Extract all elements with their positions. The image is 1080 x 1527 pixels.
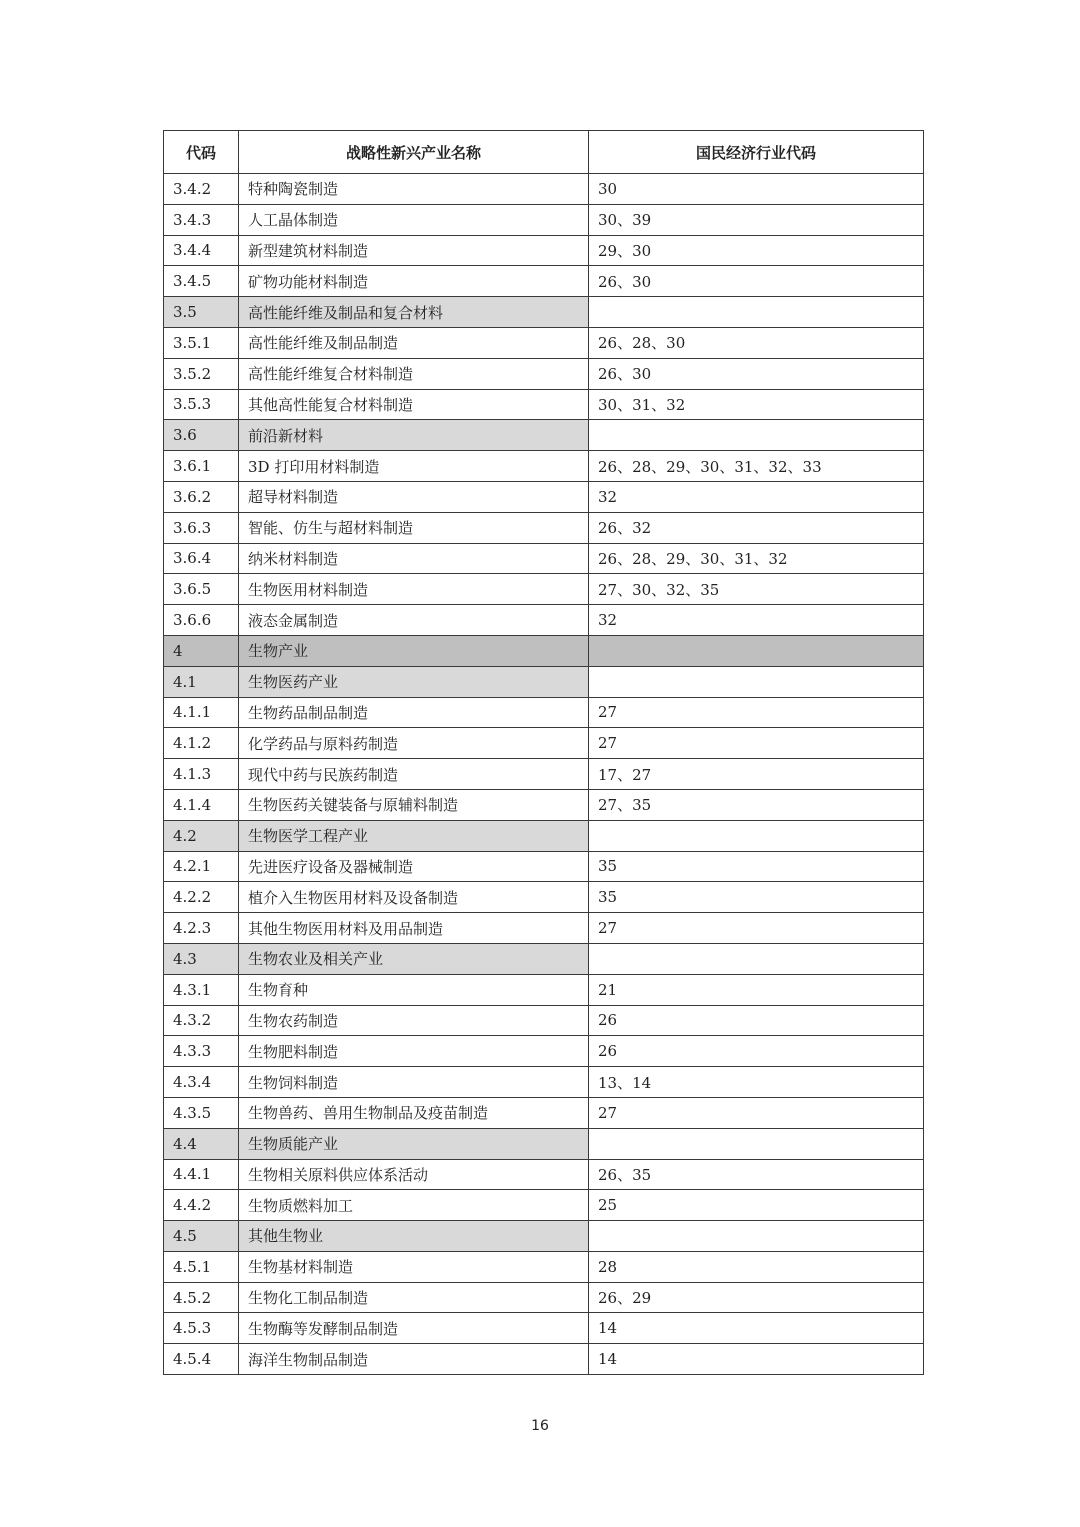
table-row xyxy=(164,235,924,266)
cell-national-economy-code: 25 xyxy=(589,1190,924,1221)
cell-industry-name: 现代中药与民族药制造 xyxy=(239,759,589,790)
cell-industry-name: 超导材料制造 xyxy=(239,481,589,512)
table-row xyxy=(164,1190,924,1221)
cell-national-economy-code: 26、30 xyxy=(589,358,924,389)
cell-code: 4.3.4 xyxy=(164,1067,239,1098)
cell-code: 4.3 xyxy=(164,943,239,974)
table-row xyxy=(164,481,924,512)
table-row xyxy=(164,327,924,358)
cell-national-economy-code xyxy=(589,1128,924,1159)
cell-code: 3.5.2 xyxy=(164,358,239,389)
cell-industry-name: 新型建筑材料制造 xyxy=(239,235,589,266)
cell-code: 4.3.2 xyxy=(164,1005,239,1036)
cell-code: 3.5.3 xyxy=(164,389,239,420)
cell-industry-name: 生物医用材料制造 xyxy=(239,574,589,605)
cell-national-economy-code: 26、28、29、30、31、32 xyxy=(589,543,924,574)
cell-national-economy-code: 26、32 xyxy=(589,512,924,543)
table-row xyxy=(164,1097,924,1128)
table-row xyxy=(164,420,924,451)
cell-code: 4.2.2 xyxy=(164,882,239,913)
cell-code: 3.6.6 xyxy=(164,605,239,636)
cell-code: 3.6.4 xyxy=(164,543,239,574)
table-row xyxy=(164,1313,924,1344)
table-header-row xyxy=(164,131,924,174)
cell-industry-name: 其他高性能复合材料制造 xyxy=(239,389,589,420)
table-row xyxy=(164,851,924,882)
cell-industry-name: 生物饲料制造 xyxy=(239,1067,589,1098)
cell-code: 3.5.1 xyxy=(164,327,239,358)
cell-national-economy-code: 14 xyxy=(589,1344,924,1375)
cell-industry-name: 生物医药产业 xyxy=(239,666,589,697)
cell-national-economy-code: 27 xyxy=(589,728,924,759)
cell-national-economy-code: 29、30 xyxy=(589,235,924,266)
cell-industry-name: 特种陶瓷制造 xyxy=(239,174,589,205)
cell-national-economy-code: 27 xyxy=(589,1097,924,1128)
cell-code: 3.6.2 xyxy=(164,481,239,512)
cell-national-economy-code: 27 xyxy=(589,913,924,944)
cell-national-economy-code xyxy=(589,420,924,451)
table-row xyxy=(164,974,924,1005)
table-row xyxy=(164,1128,924,1159)
table-row xyxy=(164,605,924,636)
cell-industry-name: 化学药品与原料药制造 xyxy=(239,728,589,759)
cell-national-economy-code: 32 xyxy=(589,605,924,636)
cell-code: 4.2.1 xyxy=(164,851,239,882)
cell-industry-name: 液态金属制造 xyxy=(239,605,589,636)
table-row xyxy=(164,451,924,482)
cell-national-economy-code: 26、29 xyxy=(589,1282,924,1313)
cell-code: 3.6 xyxy=(164,420,239,451)
cell-code: 3.5 xyxy=(164,297,239,328)
cell-national-economy-code: 35 xyxy=(589,851,924,882)
cell-national-economy-code: 13、14 xyxy=(589,1067,924,1098)
cell-code: 4.5.1 xyxy=(164,1251,239,1282)
table-row xyxy=(164,204,924,235)
cell-code: 3.4.2 xyxy=(164,174,239,205)
cell-national-economy-code: 26 xyxy=(589,1005,924,1036)
cell-national-economy-code: 21 xyxy=(589,974,924,1005)
cell-industry-name: 前沿新材料 xyxy=(239,420,589,451)
cell-industry-name: 3D 打印用材料制造 xyxy=(239,451,589,482)
cell-industry-name: 生物医药关键装备与原辅料制造 xyxy=(239,789,589,820)
table-row xyxy=(164,1344,924,1375)
table-row xyxy=(164,1251,924,1282)
header-code: 代码 xyxy=(164,131,239,174)
cell-code: 4.4.1 xyxy=(164,1159,239,1190)
table-row xyxy=(164,1159,924,1190)
header-industry-name: 战略性新兴产业名称 xyxy=(239,131,589,174)
cell-industry-name: 生物肥料制造 xyxy=(239,1036,589,1067)
cell-industry-name: 生物酶等发酵制品制造 xyxy=(239,1313,589,1344)
cell-code: 3.4.5 xyxy=(164,266,239,297)
cell-code: 3.6.1 xyxy=(164,451,239,482)
cell-code: 4.1 xyxy=(164,666,239,697)
cell-industry-name: 生物农药制造 xyxy=(239,1005,589,1036)
cell-industry-name: 海洋生物制品制造 xyxy=(239,1344,589,1375)
cell-code: 4.5.2 xyxy=(164,1282,239,1313)
cell-code: 4.1.4 xyxy=(164,789,239,820)
cell-industry-name: 生物质燃料加工 xyxy=(239,1190,589,1221)
cell-industry-name: 其他生物医用材料及用品制造 xyxy=(239,913,589,944)
cell-national-economy-code xyxy=(589,635,924,666)
table-row xyxy=(164,574,924,605)
table-row xyxy=(164,635,924,666)
cell-code: 4.5.4 xyxy=(164,1344,239,1375)
cell-national-economy-code xyxy=(589,820,924,851)
cell-industry-name: 高性能纤维及制品和复合材料 xyxy=(239,297,589,328)
cell-industry-name: 生物农业及相关产业 xyxy=(239,943,589,974)
cell-national-economy-code xyxy=(589,1221,924,1252)
table-row xyxy=(164,266,924,297)
cell-industry-name: 智能、仿生与超材料制造 xyxy=(239,512,589,543)
header-national-economy-code: 国民经济行业代码 xyxy=(589,131,924,174)
cell-national-economy-code xyxy=(589,297,924,328)
cell-national-economy-code: 35 xyxy=(589,882,924,913)
table-row xyxy=(164,1036,924,1067)
table-row xyxy=(164,697,924,728)
table-row xyxy=(164,943,924,974)
cell-national-economy-code: 27 xyxy=(589,697,924,728)
cell-national-economy-code: 26、28、30 xyxy=(589,327,924,358)
cell-code: 3.4.3 xyxy=(164,204,239,235)
industry-code-table-container xyxy=(163,130,923,1375)
cell-industry-name: 生物基材料制造 xyxy=(239,1251,589,1282)
cell-national-economy-code: 26、35 xyxy=(589,1159,924,1190)
cell-national-economy-code xyxy=(589,666,924,697)
cell-national-economy-code: 32 xyxy=(589,481,924,512)
cell-national-economy-code xyxy=(589,943,924,974)
cell-national-economy-code: 26 xyxy=(589,1036,924,1067)
cell-code: 4.3.1 xyxy=(164,974,239,1005)
page-number: 16 xyxy=(531,1418,549,1434)
table-row xyxy=(164,543,924,574)
table-row xyxy=(164,1067,924,1098)
cell-code: 3.6.5 xyxy=(164,574,239,605)
cell-industry-name: 纳米材料制造 xyxy=(239,543,589,574)
cell-code: 4.2.3 xyxy=(164,913,239,944)
cell-industry-name: 生物产业 xyxy=(239,635,589,666)
table-row xyxy=(164,1005,924,1036)
cell-code: 4.5 xyxy=(164,1221,239,1252)
cell-national-economy-code: 14 xyxy=(589,1313,924,1344)
cell-industry-name: 高性能纤维及制品制造 xyxy=(239,327,589,358)
cell-national-economy-code: 27、30、32、35 xyxy=(589,574,924,605)
cell-industry-name: 矿物功能材料制造 xyxy=(239,266,589,297)
table-row xyxy=(164,820,924,851)
cell-code: 4.1.2 xyxy=(164,728,239,759)
cell-industry-name: 生物化工制品制造 xyxy=(239,1282,589,1313)
cell-code: 3.4.4 xyxy=(164,235,239,266)
cell-code: 4.1.1 xyxy=(164,697,239,728)
cell-national-economy-code: 26、30 xyxy=(589,266,924,297)
cell-code: 4.2 xyxy=(164,820,239,851)
cell-industry-name: 高性能纤维复合材料制造 xyxy=(239,358,589,389)
cell-national-economy-code: 28 xyxy=(589,1251,924,1282)
table-row xyxy=(164,297,924,328)
table-row xyxy=(164,666,924,697)
cell-code: 4.5.3 xyxy=(164,1313,239,1344)
cell-industry-name: 生物相关原料供应体系活动 xyxy=(239,1159,589,1190)
cell-code: 4.3.3 xyxy=(164,1036,239,1067)
cell-industry-name: 生物质能产业 xyxy=(239,1128,589,1159)
cell-national-economy-code: 30、39 xyxy=(589,204,924,235)
cell-industry-name: 植介入生物医用材料及设备制造 xyxy=(239,882,589,913)
table-row xyxy=(164,913,924,944)
table-body xyxy=(164,174,924,1375)
table-row xyxy=(164,789,924,820)
cell-code: 4.3.5 xyxy=(164,1097,239,1128)
cell-code: 4.4 xyxy=(164,1128,239,1159)
cell-code: 4.1.3 xyxy=(164,759,239,790)
table-row xyxy=(164,759,924,790)
cell-national-economy-code: 26、28、29、30、31、32、33 xyxy=(589,451,924,482)
cell-industry-name: 人工晶体制造 xyxy=(239,204,589,235)
cell-code: 4.4.2 xyxy=(164,1190,239,1221)
cell-industry-name: 其他生物业 xyxy=(239,1221,589,1252)
cell-code: 4 xyxy=(164,635,239,666)
industry-code-table xyxy=(163,130,924,1375)
cell-national-economy-code: 17、27 xyxy=(589,759,924,790)
cell-industry-name: 先进医疗设备及器械制造 xyxy=(239,851,589,882)
table-row xyxy=(164,512,924,543)
table-row xyxy=(164,1282,924,1313)
table-row xyxy=(164,882,924,913)
table-row xyxy=(164,728,924,759)
cell-industry-name: 生物药品制品制造 xyxy=(239,697,589,728)
cell-industry-name: 生物兽药、兽用生物制品及疫苗制造 xyxy=(239,1097,589,1128)
cell-national-economy-code: 30 xyxy=(589,174,924,205)
cell-national-economy-code: 30、31、32 xyxy=(589,389,924,420)
table-row xyxy=(164,1221,924,1252)
table-row xyxy=(164,358,924,389)
cell-industry-name: 生物育种 xyxy=(239,974,589,1005)
table-row xyxy=(164,174,924,205)
cell-code: 3.6.3 xyxy=(164,512,239,543)
cell-national-economy-code: 27、35 xyxy=(589,789,924,820)
table-row xyxy=(164,389,924,420)
cell-industry-name: 生物医学工程产业 xyxy=(239,820,589,851)
